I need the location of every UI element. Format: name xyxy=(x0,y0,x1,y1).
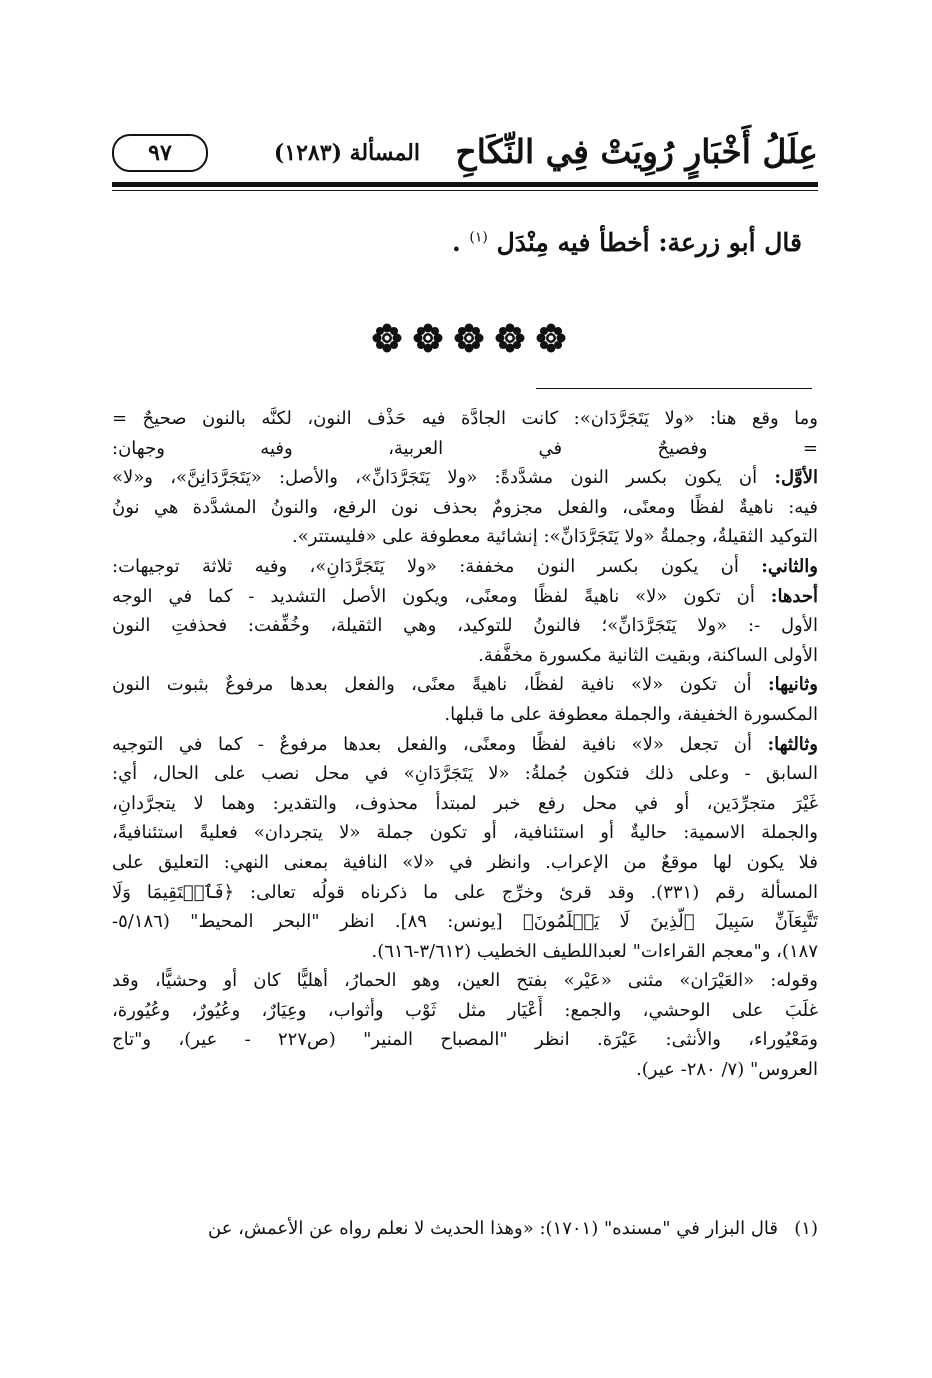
note-line: المسألة رقم (٣٣١). وقد قرئ وخرِّج على ما ذكرناه قولُه تعالى: ﴿فَٱسۡتَقِيمَا وَلَا xyxy=(112,881,818,903)
flower-ornament-icon xyxy=(413,323,443,353)
note-line: ومَعْيُوراء، والأنثى: عَيْرَة. انظر "المصباح المنير" (ص٢٢٧ - عير)، و"تاج xyxy=(112,1029,818,1051)
flower-ornament-icon xyxy=(495,323,525,353)
note-line: تَتَّبِعَآنِّ سَبِيلَ ٱلَّذِينَ لَا يَعۡلَمُونَ﴾ [يونس: ٨٩]. انظر "البحر المحيط" (٥/١٨٦- xyxy=(112,911,818,933)
note-line: فلا يكون لها موقعٌ من الإعراب. وانظر في «لا» النافية بمعنى النهي: التعليق على xyxy=(112,851,818,873)
main-text xyxy=(452,228,802,257)
note-line: وما وقع هنا: «ولا يَتَجَرَّدَان»: كانت الجادَّة فيه حَذْف النون، لكنَّه بالنون صحيحٌ = xyxy=(112,408,818,429)
book-title: عِلَلُ أَخْبَارٍ رُوِيَتْ فِي النِّكَاحِ xyxy=(455,132,818,171)
note-line: السابق - وعلى ذلك فتكون جُملةُ: «لا يَتَجَرَّدَانِ» في محل نصب على الحال، أي: xyxy=(112,763,818,785)
note-line: وقوله: «العَيْرَان» مثنى «عَيْر» بفتح العين، وهو الحمارُ، أهليًّا كان أو وحشيًّا، وقد xyxy=(112,970,818,992)
note-line: والثاني: أن يكون بكسر النون مخففة: «ولا يَتَجَرَّدَانِ»، وفيه ثلاثة توجيهات: xyxy=(112,555,818,577)
header-rule-thin xyxy=(112,190,818,191)
flower-ornament-icon xyxy=(372,323,402,353)
header-rule-thick xyxy=(112,182,818,187)
footnote-ref: (١) xyxy=(469,229,488,246)
note-line: أحدها: أن تكون «لا» ناهيةً لفظًا ومعنًى، ويكون الأصل التشديد - كما في الوجه xyxy=(112,585,818,607)
issue-number: المسألة (١٢٨٣) xyxy=(273,140,420,166)
footnote-separator xyxy=(536,388,812,389)
flower-ornament-icon xyxy=(536,323,566,353)
running-header xyxy=(112,128,818,178)
notes-block xyxy=(112,404,818,1085)
note-line: التوكيد الثقيلةُ، وجملةُ «ولا يَتَجَرَّدَانِّ»: إنشائية معطوفة على «فليستتر». xyxy=(291,526,818,548)
note-line: ١٨٧)، و"معجم القراءات" لعبداللطيف الخطيب (٣/٦١٢-٦١٦). xyxy=(371,940,818,962)
footnote-text: قال البزار في "مسنده" (١٧٠١): «وهذا الحديث لا نعلم رواه عن الأعمش، عن xyxy=(208,1218,778,1239)
note-line: الأولى الساكنة، وبقيت الثانية مكسورة مخفَّفة. xyxy=(478,644,818,666)
note-line: الأوَّل: أن يكون بكسر النون مشدَّدةً: «ولا يَتَجَرَّدَانِّ»، والأصل: «يَتَجَرَّدَانِنَّ»، و«لا» xyxy=(112,467,818,489)
note-line: = وفصيحٌ في العربية، وفيه وجهان: xyxy=(112,437,818,459)
note-line: وثالثها: أن تجعل «لا» نافية لفظًا ومعنًى، والفعل بعدها مرفوعٌ - كما في التوجيه xyxy=(112,733,818,755)
note-line: العروس" (٧/ ٢٨٠- عير). xyxy=(636,1059,818,1081)
section-separator xyxy=(372,323,566,355)
note-line: غَيْرَ متجرِّدَين، أو في محل رفع خبر لمبتدأ محذوف، والتقدير: وهما لا يتجرَّدانِ، xyxy=(112,792,818,814)
flower-ornament-icon xyxy=(454,323,484,353)
main-end: . xyxy=(451,228,461,257)
note-line: فيه: ناهيةٌ لفظًا ومعنًى، والفعل مجزومٌ بحذف نون الرفع، والنونُ المشدَّدة هي نونُ xyxy=(112,496,818,518)
note-line: وثانيها: أن تكون «لا» نافية لفظًا، ناهيةً معنًى، والفعل بعدها مرفوعٌ بثبوت النون xyxy=(112,674,818,696)
main-sentence: قال أبو زرعة: أخطأ فيه مِنْدَل xyxy=(496,228,802,257)
note-line: الأول -: «ولا يَتَجَرَّدَانِّ»؛ فالنونُ للتوكيد، وهي الثقيلة، وخُفِّفت: فحذفتِ النون xyxy=(112,615,818,637)
note-line: غلَبَ على الوحشي، والجمع: أَعْيَار مثل ثَوْب وأثواب، وعِيَارٌ، وعُيُورٌ، وعُيُورة، xyxy=(112,999,818,1021)
note-line: والجملة الاسمية: حاليةٌ أو استئنافية، أو تكون جملة «لا يتجردان» فعليةً استئنافيةً، xyxy=(112,822,818,844)
page-number-badge: ٩٧ xyxy=(112,134,208,172)
footnote-number: (١) xyxy=(794,1218,818,1239)
note-line: المكسورة الخفيفة، والجملة معطوفة على ما قبلها. xyxy=(444,703,818,725)
